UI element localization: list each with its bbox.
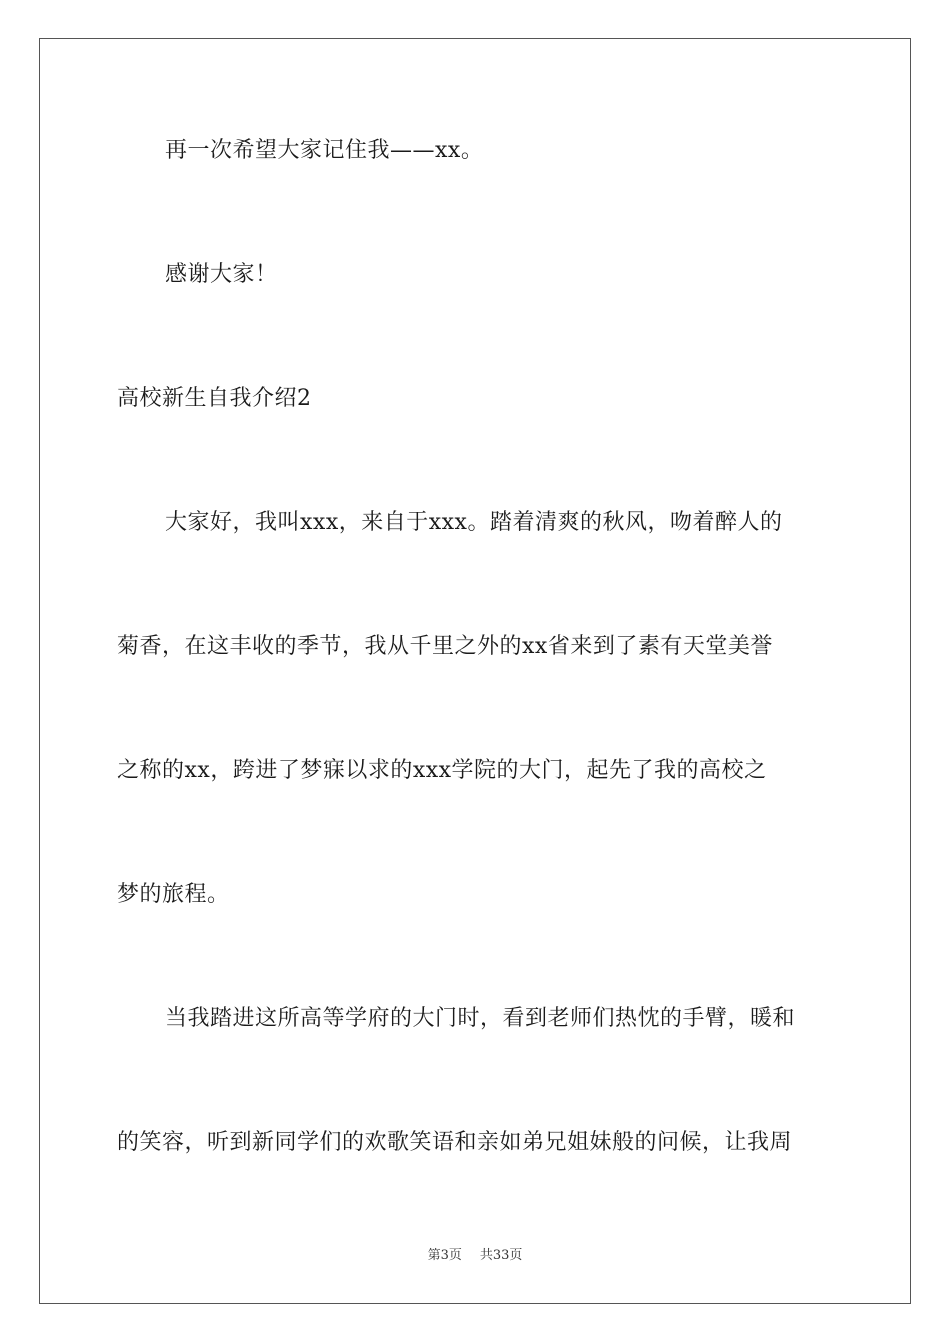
page-frame <box>39 38 911 1304</box>
paragraph-line: 当我踏进这所高等学府的大门时，看到老师们热忱的手臂，暖和 <box>165 1006 796 1031</box>
paragraph-line: 再一次希望大家记住我——xx。 <box>165 138 484 163</box>
paragraph-line: 菊香，在这丰收的季节，我从千里之外的xx省来到了素有天堂美誉 <box>117 634 773 659</box>
paragraph-line: 大家好，我叫xxx，来自于xxx。踏着清爽的秋风，吻着醉人的 <box>165 510 783 535</box>
paragraph-line: 梦的旅程。 <box>117 882 230 907</box>
page-number: 第3页 <box>427 1248 462 1263</box>
paragraph-line: 感谢大家！ <box>165 262 278 287</box>
paragraph-line: 的笑容，听到新同学们的欢歌笑语和亲如弟兄姐妹般的问候，让我周 <box>117 1130 793 1155</box>
page-footer <box>0 1244 950 1263</box>
paragraph-line: 之称的xx，跨进了梦寐以求的xxx学院的大门，起先了我的高校之 <box>117 758 767 783</box>
page-total: 共33页 <box>479 1248 523 1263</box>
section-heading: 高校新生自我介绍2 <box>117 386 312 411</box>
